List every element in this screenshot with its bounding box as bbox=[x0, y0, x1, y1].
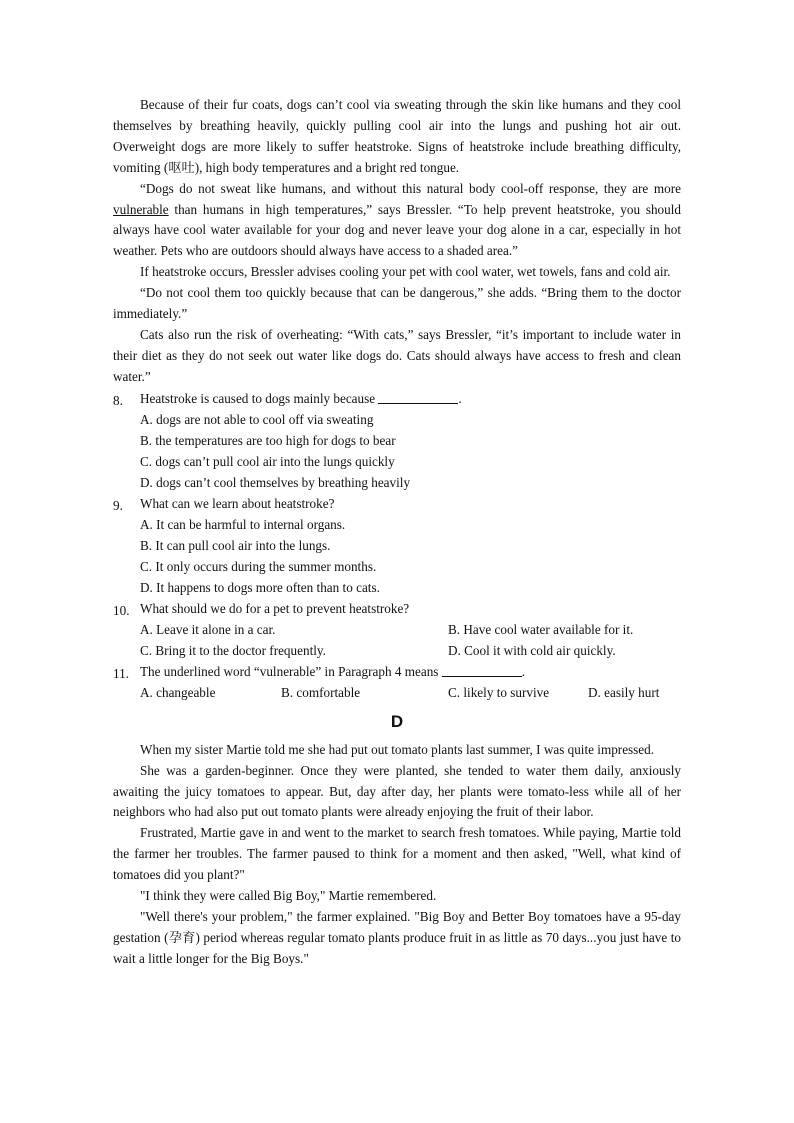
question-9-option-a bbox=[113, 514, 681, 535]
option-text: B. the temperatures are too high for dogs to bear bbox=[140, 432, 396, 448]
option-text: D. dogs can’t cool themselves by breathing heavily bbox=[140, 474, 411, 490]
passage-d-paragraph-5: "Well there's your problem," the farmer explained. "Big Boy and Better Boy tomatoes have a 95-day gestation (孕育) period whereas regular tomato plants produce fruit in as little as 70 days...you just have to wait a little longer for the Big Boys." bbox=[113, 908, 681, 966]
question-stem-end: . bbox=[458, 390, 462, 406]
passage-d-paragraph-2: She was a garden-beginner. Once they were planted, she tended to water them daily, anxiously awaiting the juicy tomatoes to appear. But, day after day, her plants were tomato-less while all of her neighbors who had also put out tomato plants were already enjoying the fruit of their labor. bbox=[113, 762, 681, 820]
section-d-title: D bbox=[390, 711, 404, 731]
question-stem: What should we do for a pet to prevent heatstroke? bbox=[140, 600, 410, 616]
question-8-option-d bbox=[113, 472, 681, 493]
question-stem-end: . bbox=[521, 663, 526, 679]
page bbox=[113, 95, 681, 970]
question-10-options-row-2 bbox=[113, 640, 681, 661]
option-c: C. Bring it to the doctor frequently. bbox=[140, 642, 326, 658]
passage-c-paragraph-5: Cats also run the risk of overheating: “With cats,” says Bressler, “it’s important to include water in their diet as they do not seek out water like dogs do. Cats should always have access to fresh and clean water.” bbox=[113, 326, 681, 384]
question-8-option-b bbox=[113, 430, 681, 451]
paragraph-2-text-end: than humans in high temperatures,” says Bressler. “To help prevent heatstroke, you should always have cool water available for your dog and never leave your dog alone in a car, especially in hot weather. Pets who are outdoors should always have access to a shaded area.” bbox=[113, 201, 681, 259]
passage-c-paragraph-1: Because of their fur coats, dogs can’t cool via sweating through the skin like humans and they cool themselves by breathing heavily, quickly pulling cool air into the lungs and pushing hot air out. Overweight dogs are more likely to suffer heatstroke. Signs of heatstroke include breathing difficulty, vomiting (呕吐), high body temperatures and a bright red tongue. bbox=[113, 97, 681, 175]
passage-c-paragraph-4: “Do not cool them too quickly because that can be dangerous,” she adds. “Bring them to the doctor immediately.” bbox=[113, 285, 681, 322]
paragraph-2-text-start: “Dogs do not sweat like humans, and without this natural body cool-off response, they are more bbox=[140, 180, 681, 196]
question-number: 8. bbox=[113, 392, 123, 408]
option-text: B. It can pull cool air into the lungs. bbox=[140, 537, 331, 553]
option-text: C. It only occurs during the summer months. bbox=[140, 558, 377, 574]
option-text: D. It happens to dogs more often than to cats. bbox=[140, 579, 380, 595]
option-b: B. comfortable bbox=[281, 684, 361, 700]
passage-d-paragraph-1: When my sister Martie told me she had put out tomato plants last summer, I was quite impressed. bbox=[140, 741, 655, 757]
option-text: A. dogs are not able to cool off via sweating bbox=[140, 411, 374, 427]
passage-d-paragraph-3: Frustrated, Martie gave in and went to the market to search fresh tomatoes. While paying, Martie told the farmer her troubles. The farmer paused to think for a moment and then asked, "Well, what kind of tomatoes did you plant?" bbox=[113, 825, 681, 883]
option-text: A. It can be harmful to internal organs. bbox=[140, 516, 346, 532]
question-stem: What can we learn about heatstroke? bbox=[140, 495, 335, 511]
passage-c-paragraph-2 bbox=[113, 179, 681, 263]
question-number: 11. bbox=[113, 665, 129, 681]
answer-blank bbox=[442, 664, 522, 677]
option-a: A. Leave it alone in a car. bbox=[140, 621, 276, 637]
question-8 bbox=[113, 388, 681, 409]
question-8-option-a bbox=[113, 409, 681, 430]
option-text: C. dogs can’t pull cool air into the lungs quickly bbox=[140, 453, 395, 469]
question-11-options-row bbox=[113, 682, 681, 703]
underlined-word-vulnerable: vulnerable bbox=[113, 201, 169, 217]
question-8-option-c bbox=[113, 451, 681, 472]
passage-c-paragraph-3: If heatstroke occurs, Bressler advises cooling your pet with cool water, wet towels, fans and cold air. bbox=[140, 264, 671, 280]
option-d: D. easily hurt bbox=[588, 684, 660, 700]
question-stem-text: Heatstroke is caused to dogs mainly because bbox=[140, 390, 376, 406]
question-stem bbox=[140, 388, 462, 409]
question-9-option-d bbox=[113, 577, 681, 598]
question-number: 9. bbox=[113, 497, 123, 513]
question-stem bbox=[140, 661, 525, 682]
question-9-option-b bbox=[113, 535, 681, 556]
option-c: C. likely to survive bbox=[448, 684, 550, 700]
option-a: A. changeable bbox=[140, 684, 216, 700]
question-10 bbox=[113, 598, 681, 619]
question-9 bbox=[113, 493, 681, 514]
option-b: B. Have cool water available for it. bbox=[448, 621, 634, 637]
question-number: 10. bbox=[113, 602, 130, 618]
answer-blank bbox=[378, 391, 458, 404]
question-10-options-row-1 bbox=[113, 619, 681, 640]
question-9-option-c bbox=[113, 556, 681, 577]
question-11 bbox=[113, 661, 681, 682]
question-stem-text: The underlined word “vulnerable” in Paragraph 4 means bbox=[140, 663, 439, 679]
option-d: D. Cool it with cold air quickly. bbox=[448, 642, 616, 658]
passage-d-paragraph-4: "I think they were called Big Boy," Martie remembered. bbox=[140, 888, 437, 904]
